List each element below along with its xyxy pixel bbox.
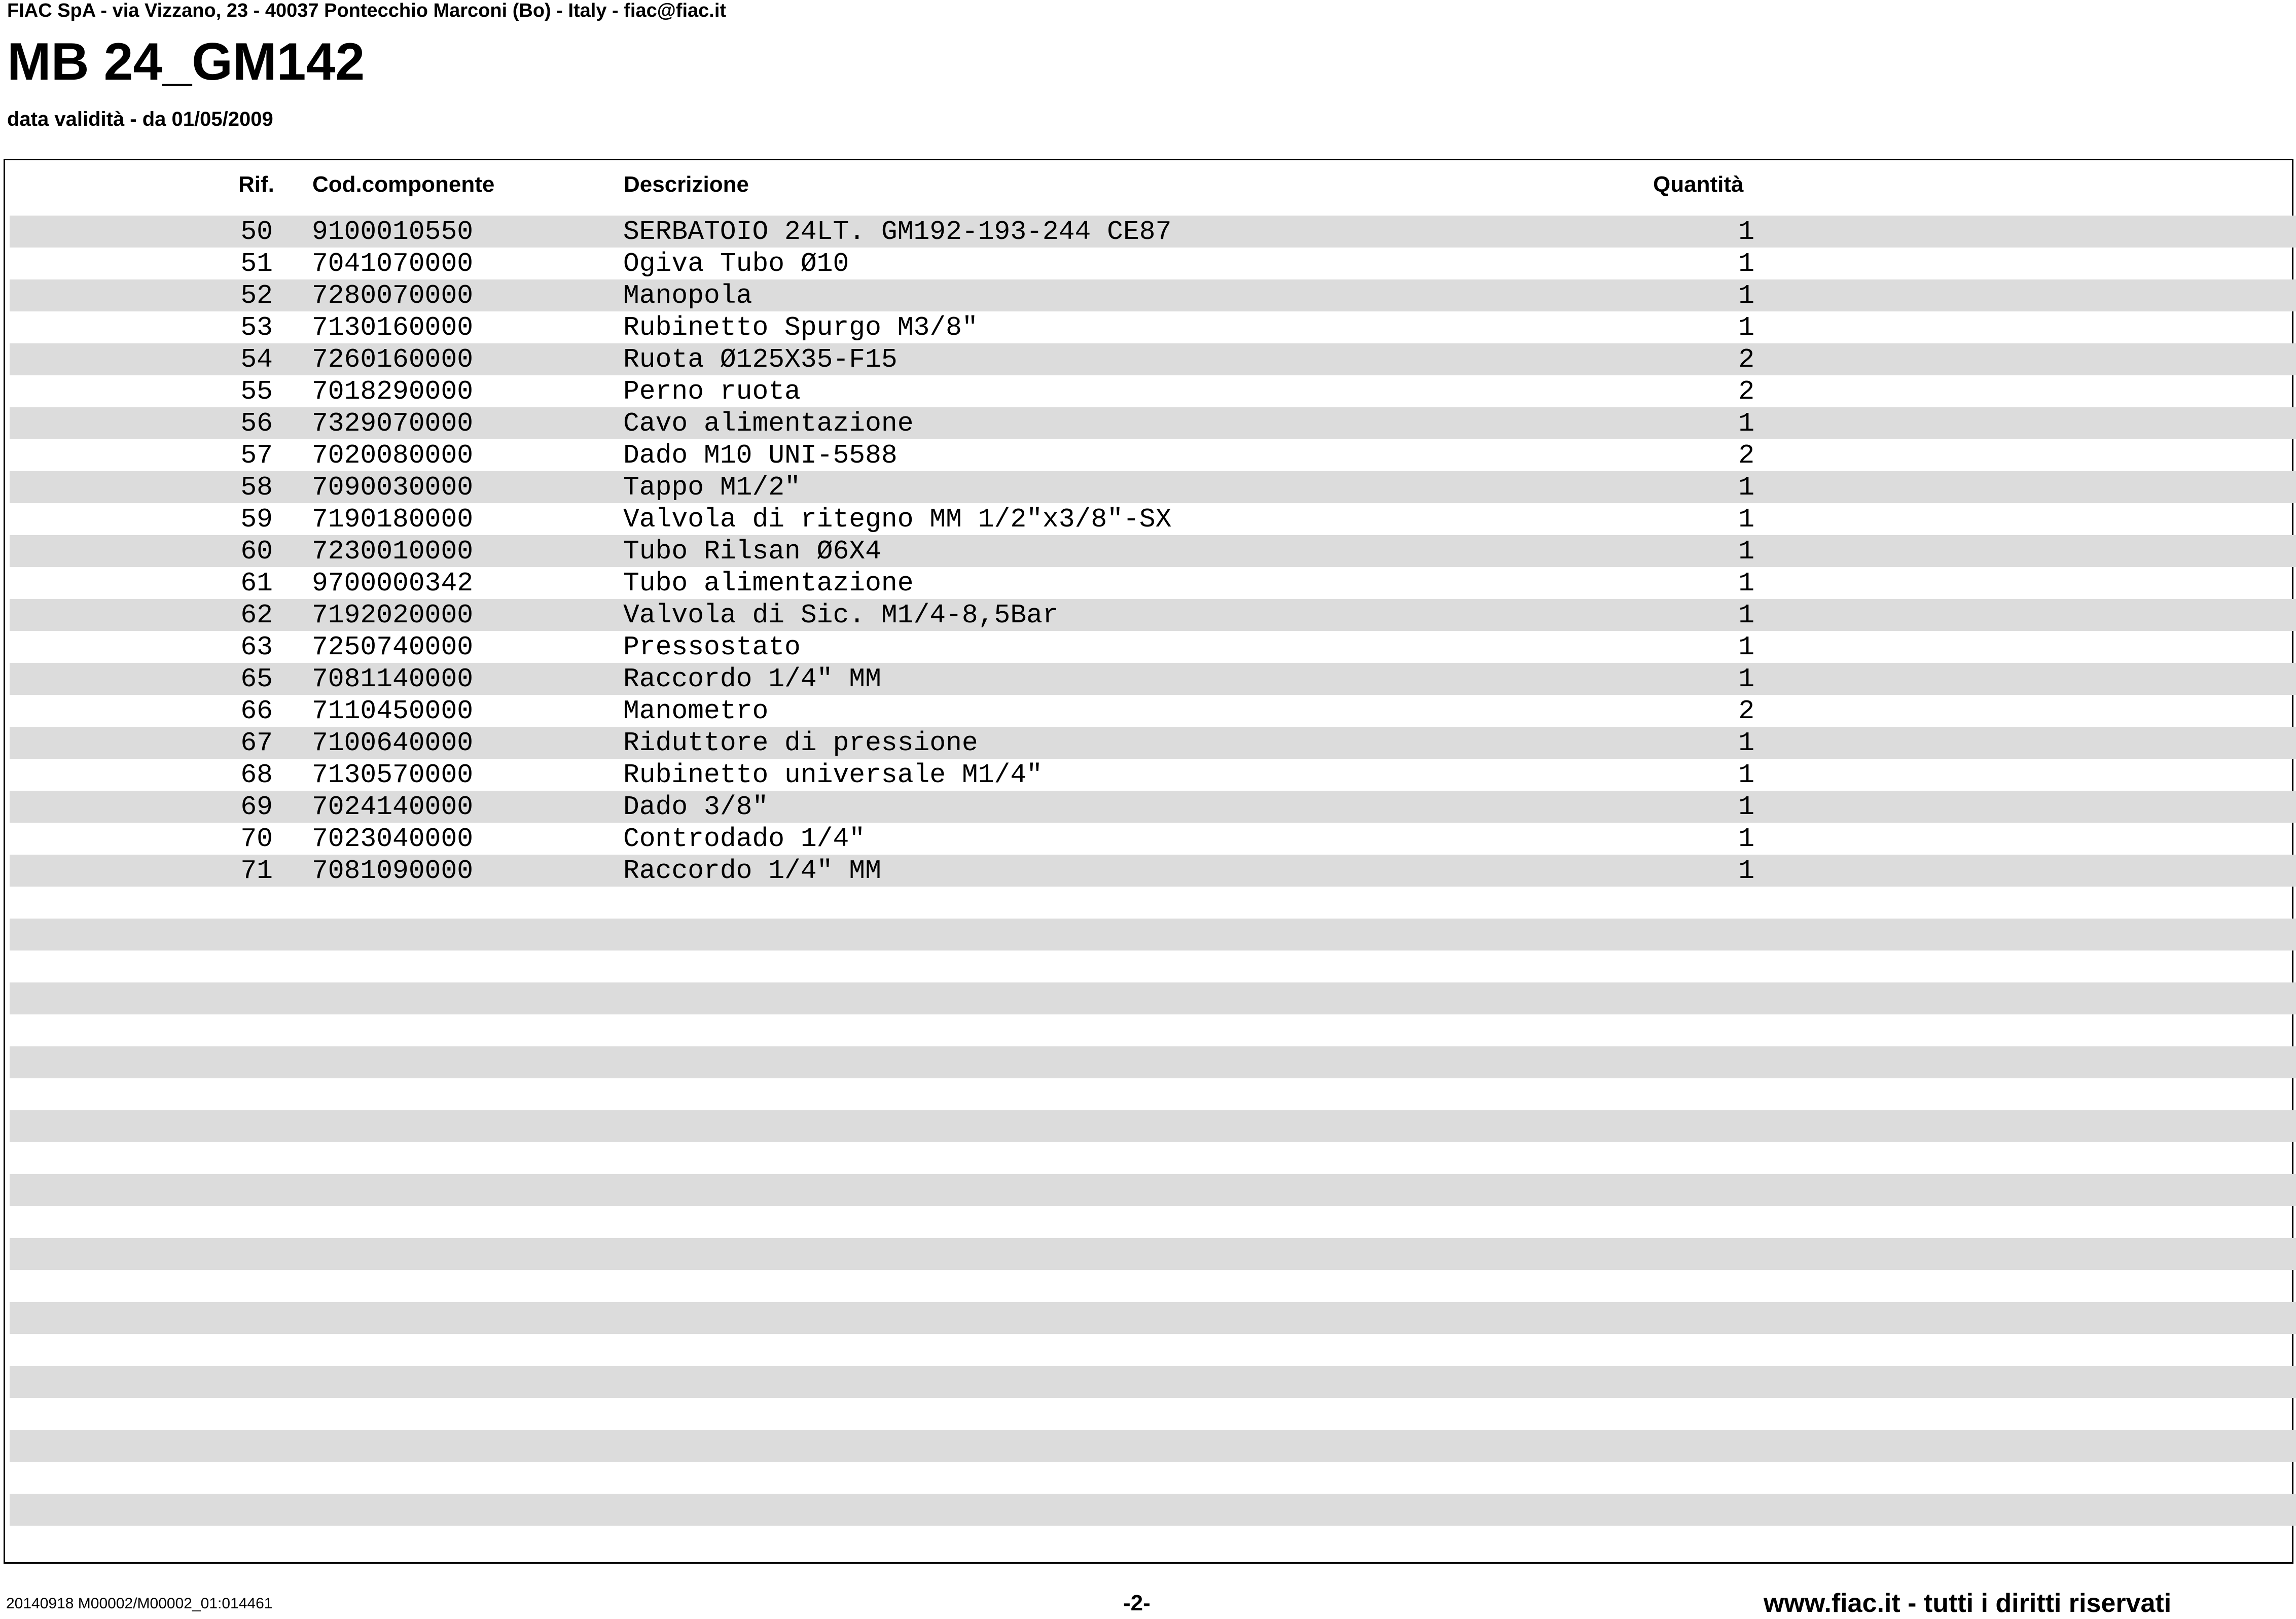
empty-table-row — [10, 951, 2296, 982]
cell-rif: 61 — [240, 568, 273, 599]
empty-table-row — [10, 1430, 2296, 1462]
empty-table-row — [10, 1334, 2296, 1366]
cell-code: 7130160000 — [312, 312, 474, 343]
cell-rif: 51 — [240, 249, 273, 279]
empty-table-row — [10, 1238, 2296, 1270]
cell-description: Valvola di ritegno MM 1/2"x3/8"-SX — [623, 504, 1172, 535]
cell-rif: 67 — [240, 728, 273, 758]
cell-rif: 68 — [240, 760, 273, 790]
cell-code: 7024140000 — [312, 792, 474, 822]
cell-code: 9100010550 — [312, 217, 474, 247]
cell-code: 7280070000 — [312, 280, 474, 311]
cell-quantity: 2 — [1738, 440, 1754, 471]
empty-table-row — [10, 1174, 2296, 1206]
cell-description: Tubo Rilsan Ø6X4 — [623, 536, 881, 567]
cell-quantity: 2 — [1738, 344, 1754, 375]
table-header — [5, 160, 2292, 211]
cell-rif: 62 — [240, 600, 273, 630]
cell-description: Valvola di Sic. M1/4-8,5Bar — [623, 600, 1059, 630]
table-row — [10, 471, 2296, 503]
column-header-quantity: Quantità — [1653, 172, 1744, 197]
empty-table-row — [10, 887, 2296, 919]
cell-rif: 57 — [240, 440, 273, 471]
table-row — [10, 343, 2296, 375]
cell-quantity: 1 — [1738, 249, 1754, 279]
empty-table-row — [10, 1110, 2296, 1142]
cell-rif: 55 — [240, 376, 273, 407]
cell-description: Tappo M1/2" — [623, 472, 801, 503]
cell-rif: 53 — [240, 312, 273, 343]
table-row — [10, 631, 2296, 663]
cell-quantity: 1 — [1738, 504, 1754, 535]
table-row — [10, 279, 2296, 311]
page-number: -2- — [1123, 1591, 1151, 1615]
table-row — [10, 791, 2296, 823]
table-row — [10, 439, 2296, 471]
cell-code: 7081090000 — [312, 856, 474, 886]
cell-rif: 56 — [240, 408, 273, 439]
table-row — [10, 663, 2296, 695]
table-row — [10, 535, 2296, 567]
table-row — [10, 727, 2296, 759]
cell-rif: 59 — [240, 504, 273, 535]
cell-code: 7023040000 — [312, 824, 474, 854]
cell-quantity: 1 — [1738, 536, 1754, 567]
cell-rif: 58 — [240, 472, 273, 503]
empty-table-row — [10, 1270, 2296, 1302]
document-code: 20140918 M00002/M00002_01:014461 — [6, 1595, 273, 1612]
cell-description: Dado 3/8" — [623, 792, 769, 822]
cell-description: Pressostato — [623, 632, 801, 662]
cell-quantity: 1 — [1738, 217, 1754, 247]
cell-description: Raccordo 1/4" MM — [623, 664, 881, 694]
cell-quantity: 1 — [1738, 632, 1754, 662]
empty-table-row — [10, 1078, 2296, 1110]
cell-description: Manometro — [623, 696, 769, 726]
cell-code: 7260160000 — [312, 344, 474, 375]
cell-rif: 52 — [240, 280, 273, 311]
cell-code: 7018290000 — [312, 376, 474, 407]
table-row — [10, 855, 2296, 887]
cell-rif: 60 — [240, 536, 273, 567]
cell-code: 7192020000 — [312, 600, 474, 630]
table-row — [10, 503, 2296, 535]
table-row — [10, 695, 2296, 727]
cell-rif: 71 — [240, 856, 273, 886]
table-row — [10, 248, 2296, 279]
parts-table — [4, 159, 2293, 1564]
table-row — [10, 599, 2296, 631]
empty-table-row — [10, 1014, 2296, 1046]
document-title: MB 24_GM142 — [7, 32, 365, 91]
cell-description: Tubo alimentazione — [623, 568, 914, 599]
cell-rif: 66 — [240, 696, 273, 726]
cell-description: Perno ruota — [623, 376, 801, 407]
column-header-description: Descrizione — [624, 172, 749, 197]
cell-rif: 65 — [240, 664, 273, 694]
cell-code: 7190180000 — [312, 504, 474, 535]
table-row — [10, 216, 2296, 248]
cell-code: 7230010000 — [312, 536, 474, 567]
cell-quantity: 1 — [1738, 408, 1754, 439]
cell-description: Riduttore di pressione — [623, 728, 978, 758]
cell-description: Rubinetto universale M1/4" — [623, 760, 1043, 790]
empty-table-row — [10, 919, 2296, 951]
table-row — [10, 567, 2296, 599]
table-body — [10, 216, 2296, 1526]
table-row — [10, 759, 2296, 791]
cell-rif: 69 — [240, 792, 273, 822]
cell-quantity: 1 — [1738, 760, 1754, 790]
cell-rif: 70 — [240, 824, 273, 854]
empty-table-row — [10, 1206, 2296, 1238]
copyright-notice: www.fiac.it - tutti i diritti riservati — [1764, 1589, 2172, 1618]
table-row — [10, 823, 2296, 855]
table-row — [10, 407, 2296, 439]
company-address: FIAC SpA - via Vizzano, 23 - 40037 Pontecchio Marconi (Bo) - Italy - fiac@fiac.it — [7, 0, 727, 21]
cell-description: Ruota Ø125X35-F15 — [623, 344, 898, 375]
cell-code: 7110450000 — [312, 696, 474, 726]
cell-description: Ogiva Tubo Ø10 — [623, 249, 849, 279]
cell-quantity: 1 — [1738, 664, 1754, 694]
cell-quantity: 1 — [1738, 600, 1754, 630]
cell-code: 7041070000 — [312, 249, 474, 279]
cell-rif: 54 — [240, 344, 273, 375]
validity-date: data validità - da 01/05/2009 — [7, 108, 273, 130]
empty-table-row — [10, 1462, 2296, 1494]
cell-quantity: 1 — [1738, 728, 1754, 758]
column-header-rif: Rif. — [238, 172, 274, 197]
cell-quantity: 1 — [1738, 280, 1754, 311]
cell-quantity: 2 — [1738, 376, 1754, 407]
cell-description: SERBATOIO 24LT. GM192-193-244 CE87 — [623, 217, 1172, 247]
cell-description: Controdado 1/4" — [623, 824, 866, 854]
cell-description: Cavo alimentazione — [623, 408, 914, 439]
empty-table-row — [10, 1142, 2296, 1174]
cell-code: 7081140000 — [312, 664, 474, 694]
cell-code: 7090030000 — [312, 472, 474, 503]
empty-table-row — [10, 1398, 2296, 1430]
cell-code: 7250740000 — [312, 632, 474, 662]
cell-code: 9700000342 — [312, 568, 474, 599]
cell-description: Manopola — [623, 280, 752, 311]
cell-description: Dado M10 UNI-5588 — [623, 440, 898, 471]
empty-table-row — [10, 1302, 2296, 1334]
column-header-code: Cod.componente — [312, 172, 495, 197]
cell-quantity: 1 — [1738, 472, 1754, 503]
cell-description: Raccordo 1/4" MM — [623, 856, 881, 886]
empty-table-row — [10, 1046, 2296, 1078]
cell-rif: 63 — [240, 632, 273, 662]
cell-quantity: 1 — [1738, 568, 1754, 599]
cell-code: 7100640000 — [312, 728, 474, 758]
cell-description: Rubinetto Spurgo M3/8" — [623, 312, 978, 343]
cell-quantity: 2 — [1738, 696, 1754, 726]
cell-code: 7020080000 — [312, 440, 474, 471]
cell-quantity: 1 — [1738, 856, 1754, 886]
cell-code: 7130570000 — [312, 760, 474, 790]
table-row — [10, 375, 2296, 407]
empty-table-row — [10, 1494, 2296, 1526]
cell-rif: 50 — [240, 217, 273, 247]
cell-quantity: 1 — [1738, 824, 1754, 854]
table-row — [10, 311, 2296, 343]
cell-quantity: 1 — [1738, 792, 1754, 822]
cell-quantity: 1 — [1738, 312, 1754, 343]
empty-table-row — [10, 982, 2296, 1014]
cell-code: 7329070000 — [312, 408, 474, 439]
empty-table-row — [10, 1366, 2296, 1398]
